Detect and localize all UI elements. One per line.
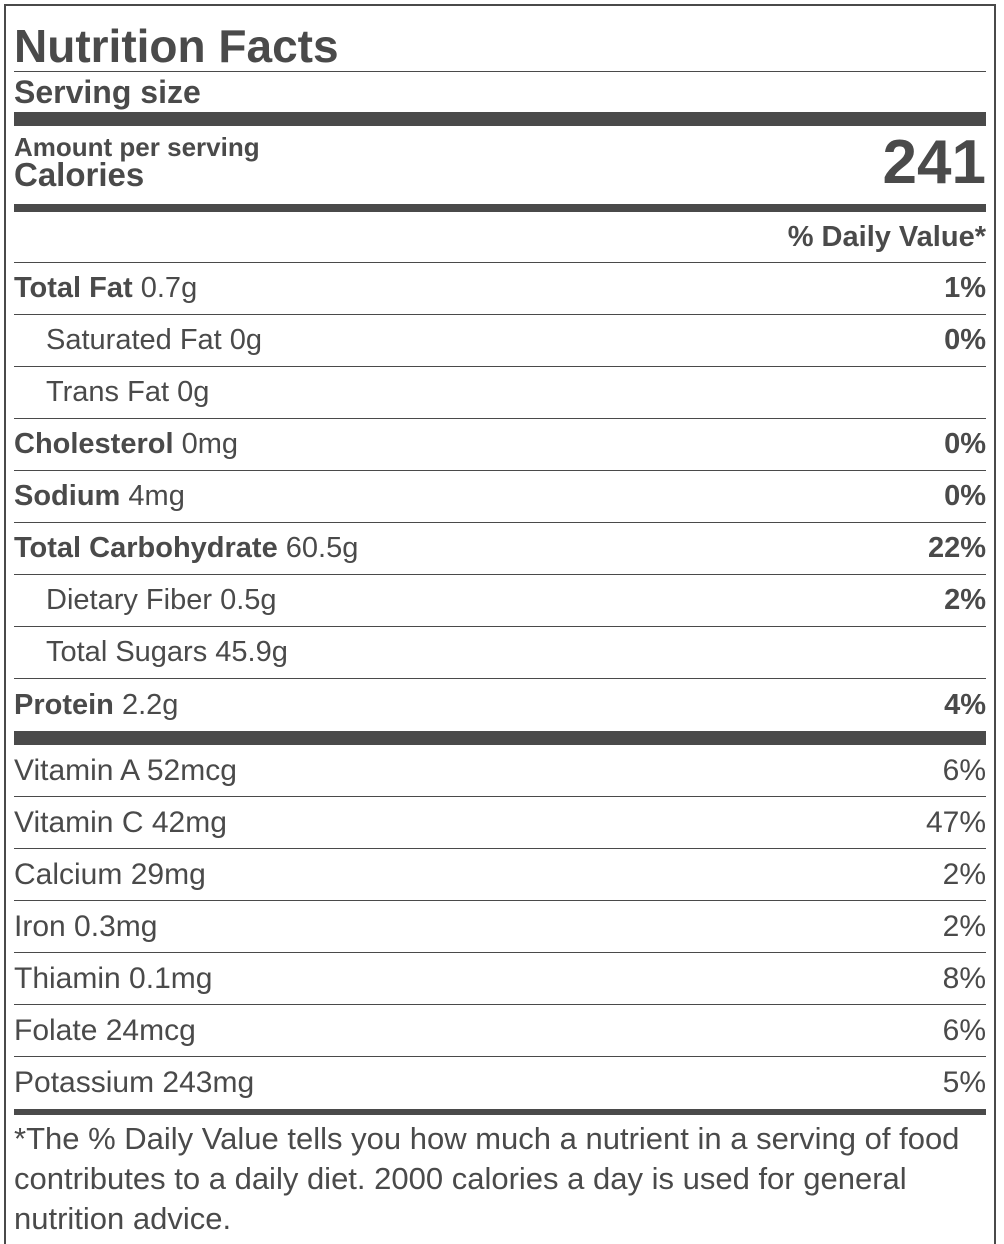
thick-divider: [14, 112, 986, 126]
calories-value: 241: [882, 128, 986, 197]
medium-divider: [14, 204, 986, 212]
vitamin-daily-value: 47%: [925, 805, 986, 839]
vitamin-amount: 243mg: [162, 1066, 255, 1099]
nutrient-daily-value: 0%: [944, 324, 986, 356]
nutrient-daily-value: 0%: [944, 480, 986, 512]
vitamin-row-iron: [14, 901, 986, 953]
vitamin-amount: 52mcg: [146, 753, 237, 787]
daily-value-footnote: *The % Daily Value tells you how much a nutrient in a serving of food contributes to a daily diet. 2000 calories a day is used for general nutrition advice.: [14, 1121, 960, 1236]
nutrient-name: Trans Fat: [46, 376, 170, 408]
vitamin-row-vitamin-c: [14, 797, 986, 849]
vitamin-amount: 0.3mg: [74, 909, 158, 943]
nutrient-daily-value: 1%: [944, 272, 986, 304]
vitamin-row-vitamin-a: [14, 745, 986, 797]
vitamin-name: Calcium: [14, 857, 123, 891]
nutrient-row-saturated-fat: [14, 315, 986, 367]
nutrient-row-cholesterol: [14, 419, 986, 471]
vitamin-daily-value: 6%: [942, 1013, 986, 1047]
vitamin-daily-value: 2%: [942, 909, 986, 943]
calories-label: Calories: [14, 156, 145, 193]
label-title: Nutrition Facts: [14, 6, 986, 72]
nutrient-row-sodium: [14, 471, 986, 523]
nutrient-name: Saturated Fat: [46, 324, 222, 356]
vitamin-name: Vitamin A: [14, 753, 139, 787]
vitamin-amount: 42mg: [151, 805, 227, 839]
nutrient-daily-value: 2%: [944, 584, 986, 616]
vitamin-name: Folate: [14, 1013, 98, 1047]
vitamin-daily-value: 8%: [942, 961, 986, 995]
calories-block: [14, 126, 986, 204]
nutrient-row-total-carbohydrate: [14, 523, 986, 575]
vitamin-row-folate: [14, 1005, 986, 1057]
nutrient-amount: 60.5g: [285, 532, 359, 564]
vitamin-row-thiamin: [14, 953, 986, 1005]
nutrient-daily-value: 4%: [944, 688, 986, 721]
nutrient-row-protein: [14, 679, 986, 731]
nutrient-amount: 0mg: [181, 428, 239, 460]
vitamin-name: Iron: [14, 909, 66, 943]
nutrient-row-total-sugars: [14, 627, 986, 679]
vitamin-name: Vitamin C: [14, 805, 144, 839]
nutrient-row-total-fat: [14, 263, 986, 315]
nutrient-name: Dietary Fiber: [46, 584, 212, 616]
nutrient-amount: 0g: [229, 324, 263, 356]
nutrient-amount: 0g: [177, 376, 210, 408]
nutrient-name: Cholesterol: [14, 428, 174, 460]
nutrient-name: Total Carbohydrate: [14, 532, 278, 564]
serving-size-label: Serving size: [14, 74, 201, 110]
vitamin-name: Thiamin: [14, 961, 121, 995]
nutrient-daily-value: 22%: [927, 532, 986, 564]
nutrient-amount: 2.2g: [121, 688, 179, 721]
vitamin-daily-value: 2%: [942, 857, 986, 891]
vitamin-amount: 29mg: [130, 857, 206, 891]
vitamin-name: Potassium: [14, 1066, 155, 1099]
vitamin-row-calcium: [14, 849, 986, 901]
nutrient-row-dietary-fiber: [14, 575, 986, 627]
vitamin-list: [14, 745, 986, 1109]
nutrition-facts-label: [4, 4, 996, 1244]
nutrient-amount: 4mg: [128, 480, 185, 512]
nutrient-name: Total Sugars: [46, 636, 208, 668]
nutrient-name: Protein: [14, 688, 114, 721]
nutrient-daily-value: 0%: [944, 428, 986, 460]
nutrient-name: Total Fat: [14, 272, 133, 304]
daily-value-header: % Daily Value*: [14, 212, 986, 263]
nutrient-name: Sodium: [14, 480, 121, 512]
nutrient-amount: 45.9g: [215, 636, 288, 668]
vitamin-daily-value: 6%: [942, 753, 986, 787]
nutrient-amount: 0.7g: [140, 272, 198, 304]
vitamin-daily-value: 5%: [942, 1066, 986, 1099]
vitamin-amount: 24mcg: [105, 1013, 196, 1047]
vitamin-row-potassium: [14, 1057, 986, 1109]
thick-divider: [14, 731, 986, 745]
nutrient-row-trans-fat: [14, 367, 986, 419]
amount-per-serving-label: Amount per serving: [14, 132, 260, 162]
vitamin-amount: 0.1mg: [129, 961, 213, 995]
nutrient-amount: 0.5g: [220, 584, 277, 616]
